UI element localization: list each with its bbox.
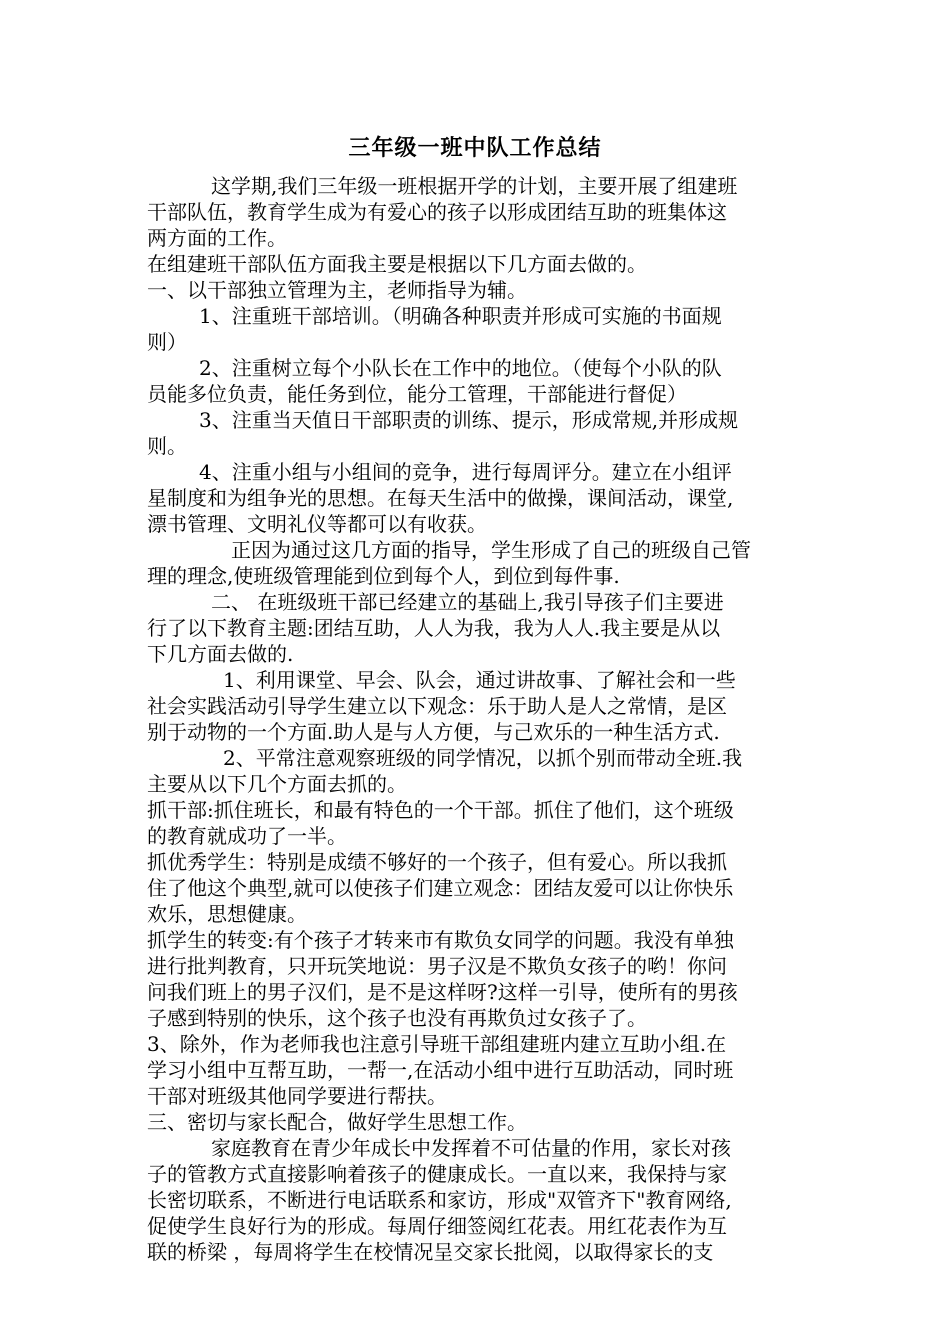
document-title: 三年级一班中队工作总结 xyxy=(348,136,602,161)
body-line: 欢乐，思想健康。 xyxy=(147,902,307,926)
body-line: 2、注重树立每个小队长在工作中的地位。（使每个小队的队 xyxy=(199,356,722,380)
body-line: 子感到特别的快乐，这个孩子也没有再欺负过女孩子了。 xyxy=(147,1006,647,1030)
body-line: 员能多位负责，能任务到位，能分工管理，干部能进行督促） xyxy=(147,382,687,406)
body-line: 1、利用课堂、早会、队会，通过讲故事、了解社会和一些 xyxy=(223,668,736,692)
body-line: 别于动物的一个方面.助人是与人方便，与己欢乐的一种生活方式. xyxy=(147,720,720,744)
body-line: 二、 在班级班干部已经建立的基础上,我引导孩子们主要进 xyxy=(211,590,724,614)
body-line: 抓优秀学生：特别是成绩不够好的一个孩子，但有爱心。所以我抓 xyxy=(147,850,727,874)
body-line: 在组建班干部队伍方面我主要是根据以下几方面去做的。 xyxy=(147,252,647,276)
body-line: 问我们班上的男子汉们，是不是这样呀?这样一引导，使所有的男孩 xyxy=(147,980,738,1004)
body-line: 长密切联系，不断进行电话联系和家访，形成"双管齐下"教育网络, xyxy=(147,1188,732,1212)
body-line: 星制度和为组争光的思想。在每天生活中的做操，课间活动，课堂, xyxy=(147,486,734,510)
body-line: 1、注重班干部培训。（明确各种职责并形成可实施的书面规 xyxy=(199,304,722,328)
body-line: 抓干部:抓住班长，和最有特色的一个干部。抓住了他们，这个班级 xyxy=(147,798,734,822)
body-line: 则） xyxy=(147,330,187,354)
body-line: 漂书管理、文明礼仪等都可以有收获。 xyxy=(147,512,487,536)
body-line: 2、平常注意观察班级的同学情况，以抓个别而带动全班.我 xyxy=(223,746,743,770)
body-line: 这学期,我们三年级一班根据开学的计划，主要开展了组建班 xyxy=(211,174,738,198)
body-line: 主要从以下几个方面去抓的。 xyxy=(147,772,407,796)
body-line: 三、密切与家长配合，做好学生思想工作。 xyxy=(147,1110,527,1134)
body-line: 家庭教育在青少年成长中发挥着不可估量的作用，家长对孩 xyxy=(211,1136,731,1160)
body-line: 干部队伍，教育学生成为有爱心的孩子以形成团结互助的班集体这 xyxy=(147,200,727,224)
body-line: 抓学生的转变:有个孩子才转来市有欺负女同学的问题。我没有单独 xyxy=(147,928,734,952)
body-line: 3、注重当天值日干部职责的训练、提示，形成常规,并形成规 xyxy=(199,408,739,432)
body-line: 进行批判教育，只开玩笑地说：男子汉是不欺负女孩子的哟！你问 xyxy=(147,954,727,978)
body-line: 正因为通过这几方面的指导，学生形成了自己的班级自己管 xyxy=(231,538,751,562)
body-line: 联的桥梁 ，每周将学生在校情况呈交家长批阅，以取得家长的支 xyxy=(147,1240,714,1264)
body-line: 行了以下教育主题:团结互助，人人为我，我为人人.我主要是从以 xyxy=(147,616,721,640)
body-line: 则。 xyxy=(147,434,187,458)
body-line: 3、除外，作为老师我也注意引导班干部组建班内建立互助小组.在 xyxy=(147,1032,727,1056)
body-line: 下几方面去做的. xyxy=(147,642,294,666)
body-line: 两方面的工作。 xyxy=(147,226,287,250)
body-line: 学习小组中互帮互助，一帮一,在活动小组中进行互助活动，同时班 xyxy=(147,1058,734,1082)
body-line: 子的管教方式直接影响着孩子的健康成长。一直以来，我保持与家 xyxy=(147,1162,727,1186)
body-line: 理的理念,使班级管理能到位到每个人，到位到每件事. xyxy=(147,564,620,588)
document-body xyxy=(147,173,815,1265)
body-line: 的教育就成功了一半。 xyxy=(147,824,347,848)
body-line: 4、注重小组与小组间的竞争，进行每周评分。建立在小组评 xyxy=(199,460,732,484)
body-line: 社会实践活动引导学生建立以下观念：乐于助人是人之常情，是区 xyxy=(147,694,727,718)
body-line: 促使学生良好行为的形成。每周仔细签阅红花表。用红花表作为互 xyxy=(147,1214,727,1238)
body-line: 干部对班级其他同学要进行帮扶。 xyxy=(147,1084,447,1108)
body-line: 住了他这个典型,就可以使孩子们建立观念：团结友爱可以让你快乐 xyxy=(147,876,734,900)
body-line: 一、以干部独立管理为主，老师指导为辅。 xyxy=(147,278,527,302)
